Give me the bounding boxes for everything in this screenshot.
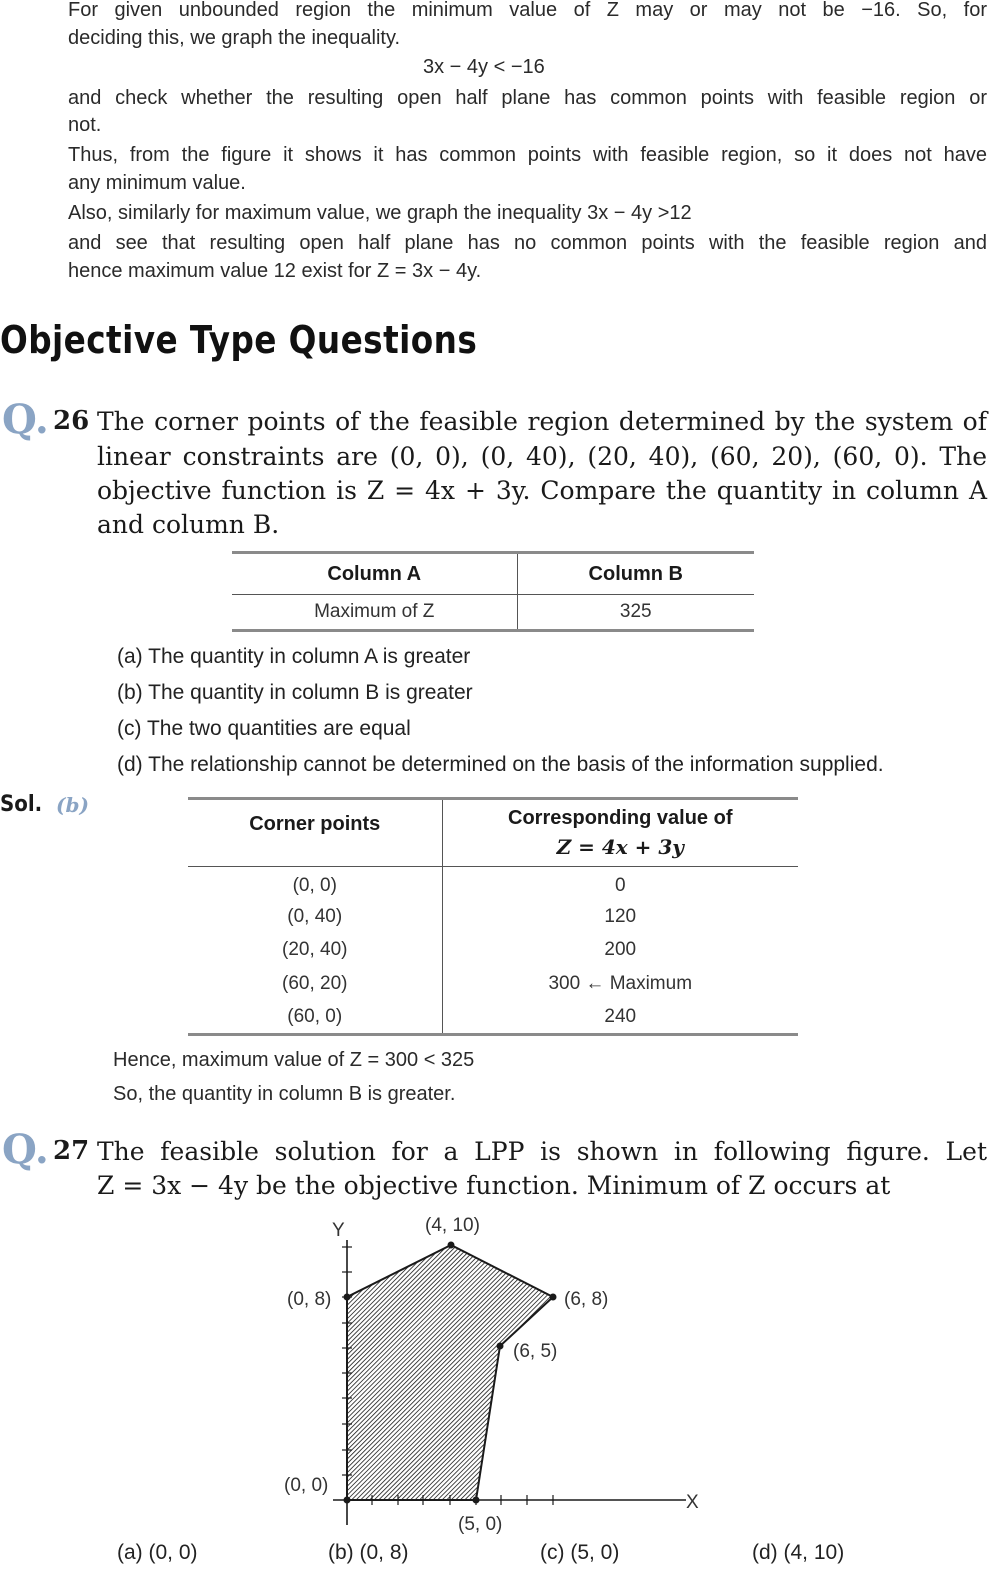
x-axis-label: X xyxy=(686,1492,699,1513)
intro-p2-line2: not. xyxy=(68,114,102,136)
intro-p4-line1: Also, similarly for maximum value, we graph the inequality 3x − 4y >12 xyxy=(68,202,692,224)
q27-mark: Q. xyxy=(2,1126,49,1173)
label-0-8: (0, 8) xyxy=(287,1289,332,1310)
vertex-6-5 xyxy=(497,1343,504,1350)
q26-option-a: (a) The quantity in column A is greater xyxy=(117,645,471,668)
intro-p1-line1: For given unbounded region the minimum value of Z may or may not be −16. So, for xyxy=(68,0,987,21)
q26-line3: objective function is Z = 4x + 3y. Compare the quantity in column A xyxy=(97,476,987,505)
q26-option-c: (c) The two quantities are equal xyxy=(117,717,411,740)
q26-sol-value: 0 xyxy=(614,874,626,896)
q27-option-c: (c) (5, 0) xyxy=(540,1541,620,1564)
label-0-0: (0, 0) xyxy=(284,1475,329,1496)
q26-sol-point: (60, 0) xyxy=(188,1001,442,1035)
feasible-region-polygon xyxy=(347,1245,553,1500)
q27-option-a: (a) (0, 0) xyxy=(117,1541,198,1564)
q26-solution-line2: So, the quantity in column B is greater. xyxy=(113,1083,456,1105)
section-title: Objective Type Questions xyxy=(0,318,478,362)
q26-sol-value: 240 xyxy=(604,1005,637,1027)
intro-p3-line2: any minimum value. xyxy=(68,172,246,194)
vertex-6-8 xyxy=(550,1294,557,1301)
intro-p2-line1: and check whether the resulting open half plane has common points with feasible region or xyxy=(68,87,987,109)
label-4-10: (4, 10) xyxy=(425,1215,480,1236)
q26-col-a-cell: Maximum of Z xyxy=(232,595,517,631)
q26-line1: The corner points of the feasible region determined by the system of xyxy=(97,407,987,436)
q26-sol-head-points: Corner points xyxy=(188,799,442,867)
q26-number: 26 xyxy=(53,406,90,436)
q27-number: 27 xyxy=(53,1136,90,1166)
q26-sol-value: 300 ← Maximum xyxy=(548,972,693,994)
q26-option-d: (d) The relationship cannot be determined on the basis of the information supplied. xyxy=(117,753,884,776)
intro-p1-line2: deciding this, we graph the inequality. xyxy=(68,27,401,49)
q26-line4: and column B. xyxy=(97,510,280,539)
label-6-5: (6, 5) xyxy=(513,1341,558,1362)
q26-solution-label: Sol. xyxy=(0,792,43,817)
q26-solution-line1: Hence, maximum value of Z = 300 < 325 xyxy=(113,1049,475,1071)
q27-option-b: (b) (0, 8) xyxy=(328,1541,409,1564)
q26-sol-point: (60, 20) xyxy=(188,967,442,1001)
y-axis-label: Y xyxy=(332,1220,345,1241)
q26-sol-value: 120 xyxy=(604,905,637,927)
q26-sol-point: (0, 40) xyxy=(188,900,442,934)
vertex-5-0 xyxy=(473,1497,480,1504)
q26-mark: Q. xyxy=(2,396,49,443)
q26-sol-point: (0, 0) xyxy=(188,867,442,901)
q26-sol-head-value-line1: Corresponding value of xyxy=(508,807,733,829)
q26-solution-answer: (b) xyxy=(56,793,89,817)
q26-col-b-header: Column B xyxy=(517,553,754,595)
q27-line1: The feasible solution for a LPP is shown in following figure. Let xyxy=(97,1137,987,1166)
intro-inequality-1: 3x − 4y < −16 xyxy=(423,56,545,78)
intro-p5-line1: and see that resulting open half plane has no common points with the feasible region and xyxy=(68,232,987,254)
q26-sol-head-value-line2: Z = 4x + 3y xyxy=(556,835,684,859)
intro-p3-line1: Thus, from the figure it shows it has common points with feasible region, so it does not have xyxy=(68,144,987,166)
q26-option-b: (b) The quantity in column B is greater xyxy=(117,681,473,704)
q26-sol-point: (20, 40) xyxy=(188,934,442,968)
vertex-4-10 xyxy=(448,1242,455,1249)
label-5-0: (5, 0) xyxy=(458,1514,503,1535)
q26-sol-value: 200 xyxy=(604,939,637,961)
q27-option-d: (d) (4, 10) xyxy=(752,1541,845,1564)
q27-line2: Z = 3x − 4y be the objective function. Minimum of Z occurs at xyxy=(97,1171,891,1200)
intro-p5-line2: hence maximum value 12 exist for Z = 3x − 4y. xyxy=(68,260,482,282)
vertex-0-0 xyxy=(344,1497,351,1504)
q26-col-a-header: Column A xyxy=(232,553,517,595)
q26-col-b-cell: 325 xyxy=(619,601,652,622)
q26-line2: linear constraints are (0, 0), (0, 40), (20, 40), (60, 20), (60, 0). The xyxy=(97,442,987,471)
vertex-0-8 xyxy=(344,1294,351,1301)
label-6-8: (6, 8) xyxy=(564,1289,609,1310)
